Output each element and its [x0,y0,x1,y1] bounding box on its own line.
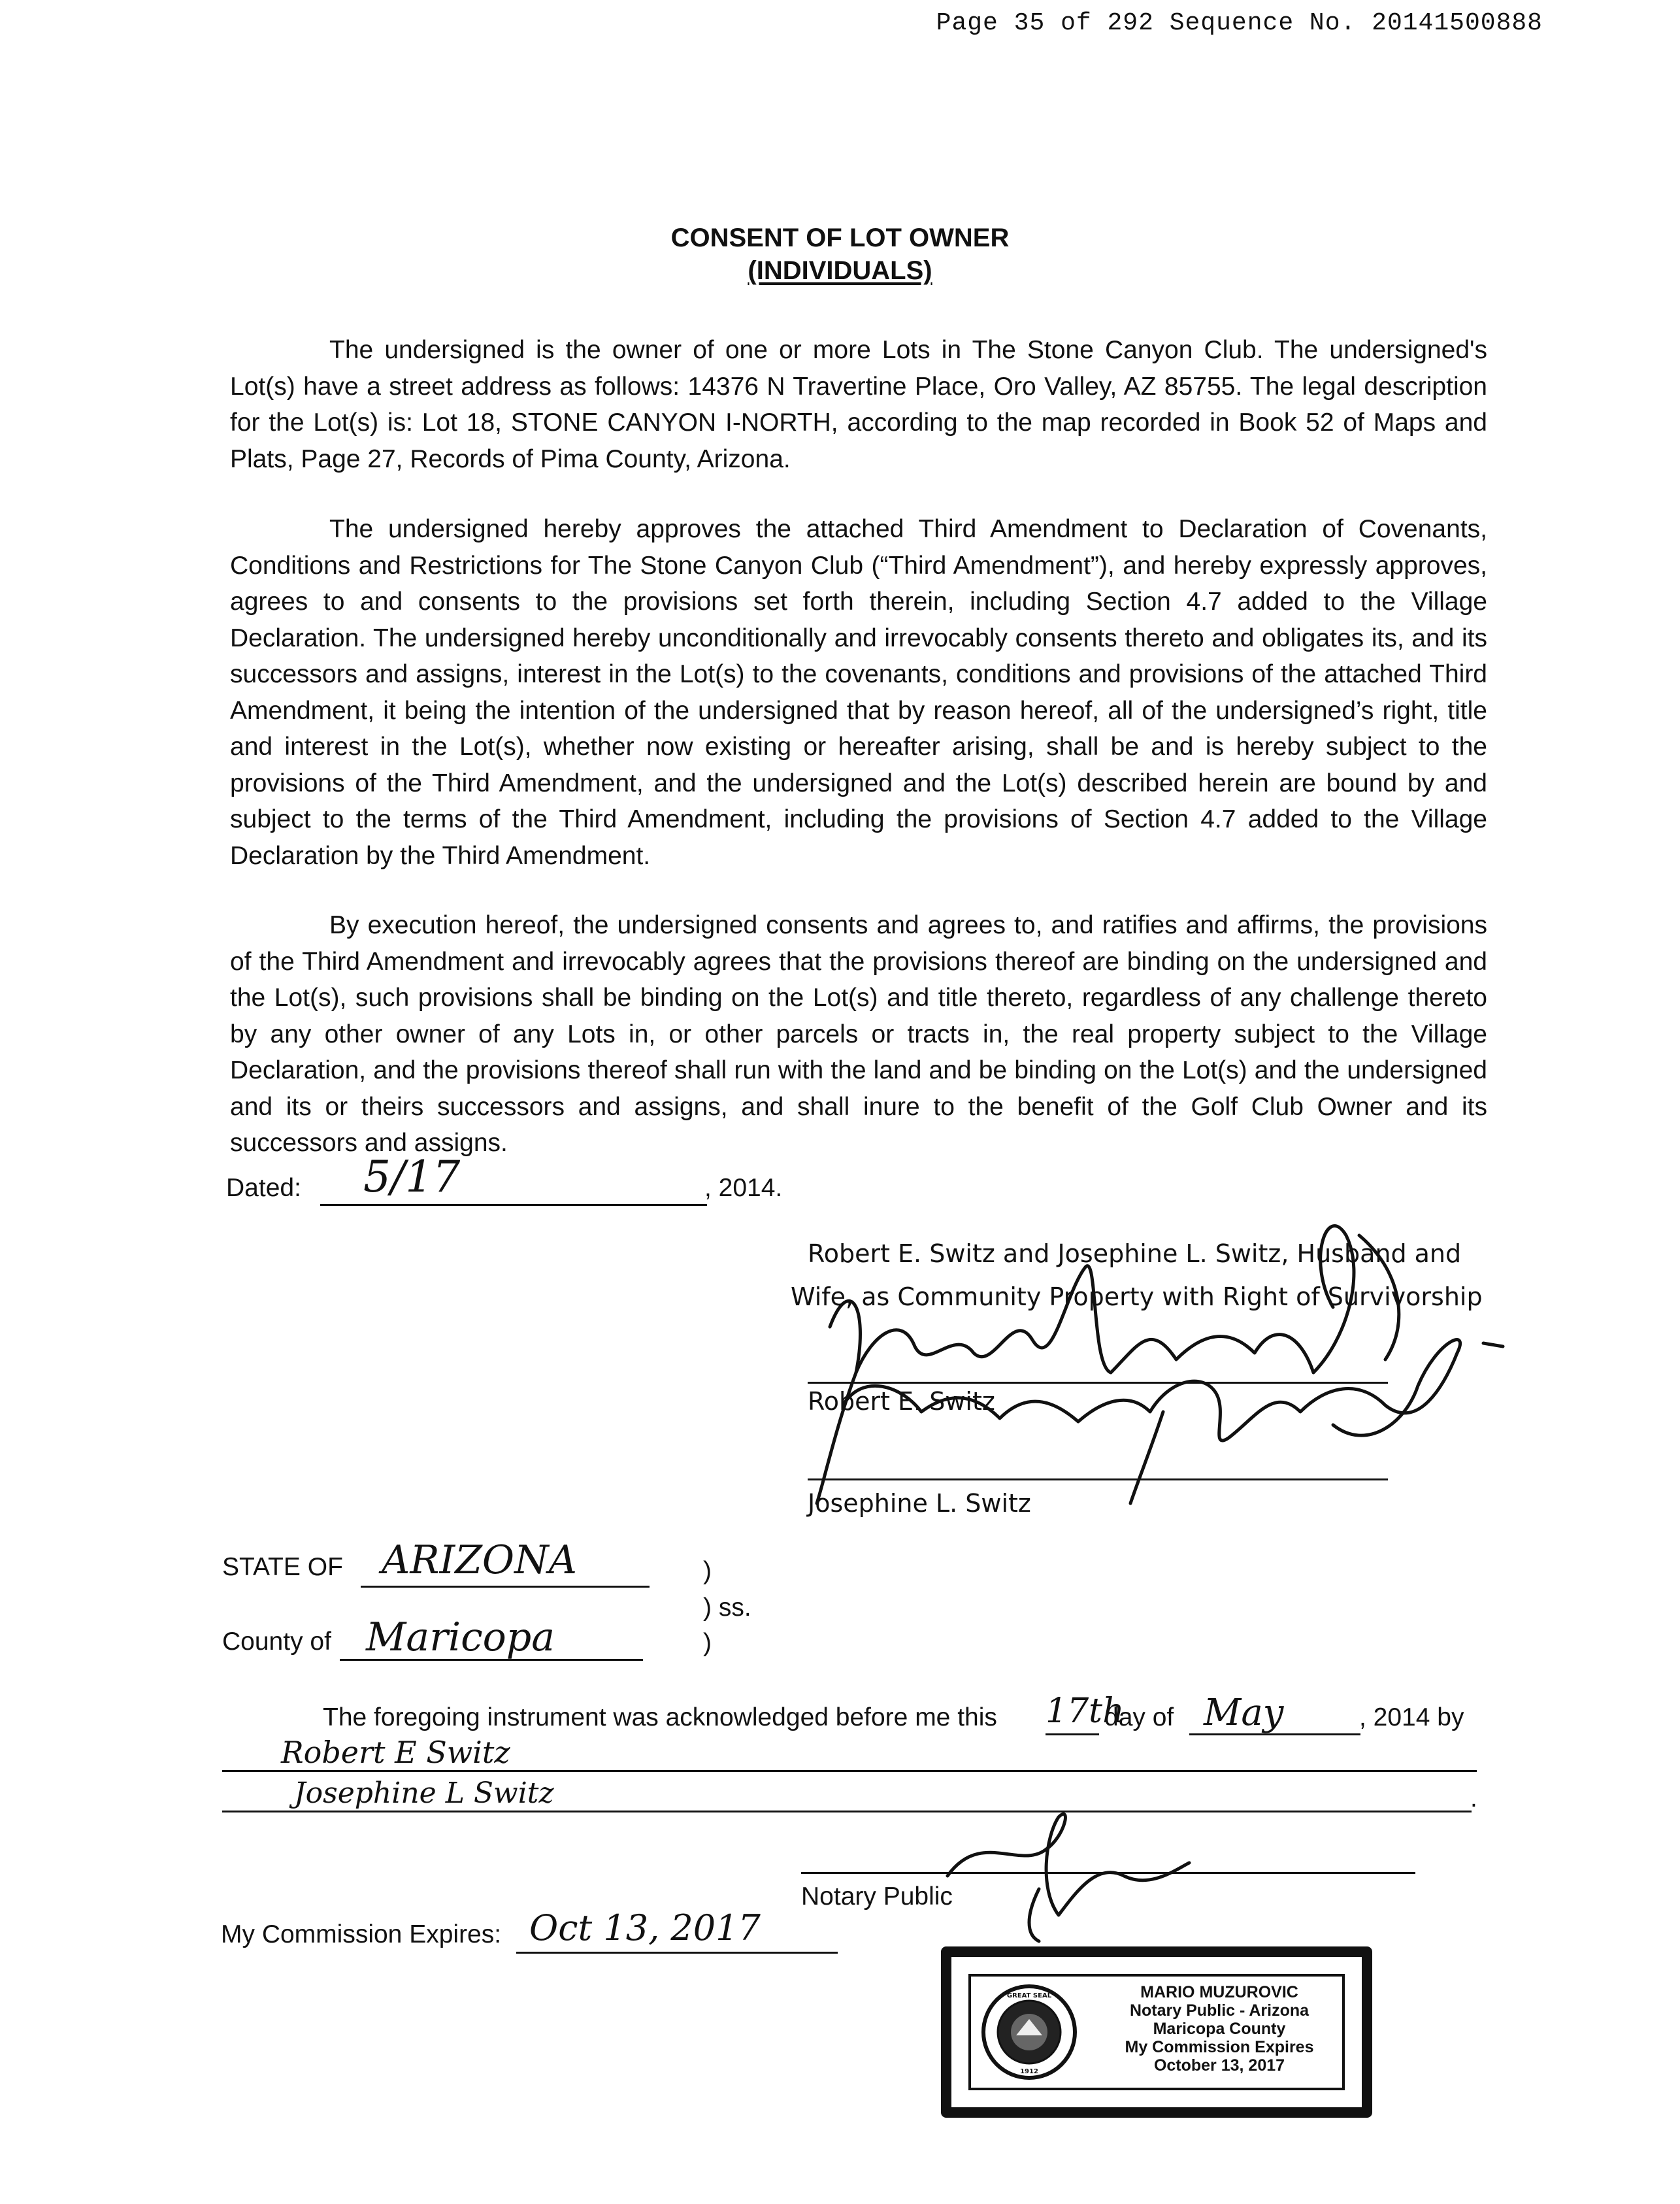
paragraph-ownership: The undersigned is the owner of one or more Lots in The Stone Canyon Club. The undersigned's Lot(s) have a street address as follows: 14376 N Travertine Place, Oro Valley, AZ 85755. The legal description for the Lot(s) is: Lot 18, STONE CANYON I-NORTH, according to the map recorded in Book 52 of Maps and Plats, Page 27, Records of Pima County, Arizona. [230,336,1487,473]
owner-signatures [758,1177,1529,1516]
commission-line [516,1952,838,1954]
ack-month-value: May [1204,1692,1284,1734]
signature-flourish [817,1235,1503,1503]
ack-trailing: . [1470,1784,1477,1812]
seal-expires-label: My Commission Expires [1125,2038,1314,2056]
seal-county: Maricopa County [1153,2020,1286,2038]
paragraph-approval: The undersigned hereby approves the attached Third Amendment to Declaration of Covenants, Conditions and Restrictions for The Stone Canyon Club (“Third Amendment”), and hereby expressly approves, agrees to and consents to the provisions set forth therein, including Section 4.7 added to the Village Declaration. The undersigned hereby unconditionally and irrevocably consents thereto and obligates its, and its successors and assigns, interest in the Lot(s) to the covenants, conditions and provisions of the attached Third Amendment, it being the intention of the undersigned that by reason hereof, all of the undersigned’s right, title and interest in the Lot(s), whether now existing or hereafter arising, shall be and is hereby subject to the provisions of the Third Amendment, and the undersigned and the Lot(s) described herein are bound by and subject to the terms of the Third Amendment, including the provisions of Section 4.7 added to the Village Declaration by the Third Amendment. [230,515,1487,870]
ack-name-2: Josephine L Switz [294,1777,554,1810]
ack-name-line-1 [222,1770,1477,1772]
seal-expires-date: October 13, 2017 [1153,2056,1285,2075]
ack-day-line [1046,1733,1099,1735]
signer-robert-name: Robert E. Switz [808,1387,995,1416]
dated-label: Dated: [226,1174,301,1202]
svg-text:GREAT SEAL: GREAT SEAL [1006,1992,1052,1999]
ack-day-value: 17th [1046,1692,1125,1731]
notary-signature [928,1791,1202,1948]
owners-line-1: Robert E. Switz and Josephine L. Switz, Husband and [808,1239,1462,1268]
seal-notary-name: MARIO MUZUROVIC [1140,1983,1298,2001]
signer-josephine-name: Josephine L. Switz [808,1489,1031,1518]
commission-label: My Commission Expires: [221,1920,502,1948]
county-label: County of [222,1628,331,1656]
commission-value: Oct 13, 2017 [529,1907,761,1948]
state-value: ARIZONA [382,1537,577,1583]
document-subtitle: (INDIVIDUALS) [748,256,932,285]
owners-line-2: Wife, as Community Property with Right of Survivorship [791,1282,1483,1311]
seal-text [1095,1983,1343,2075]
ack-text-after: , 2014 by [1359,1703,1464,1731]
dated-year: , 2014. [704,1174,783,1202]
ack-name-1: Robert E Switz [281,1735,510,1770]
state-label: STATE OF [222,1553,343,1581]
ack-day-of: day of [1104,1703,1174,1731]
state-line [361,1586,650,1588]
venue-paren-3: ) [703,1629,712,1657]
signature-robert [830,1226,1354,1373]
county-value: Maricopa [366,1614,555,1660]
signature-josephine [843,1340,1460,1441]
notary-public-label: Notary Public [801,1882,953,1911]
svg-text:1912: 1912 [1020,2068,1038,2075]
paragraph-ratification: By execution hereof, the undersigned consents and agrees to, and ratifies and affirms, the provisions of the Third Amendment and irrevocably agrees that the provisions thereof are binding on the undersigned and the Lot(s), such provisions shall be binding on the Lot(s) and title thereto, regardless of any challenge thereto by any other owner of any Lots in, or other parcels or tracts in, the real property subject to the Village Declaration, and the provisions thereof shall run with the land and be binding on the Lot(s) and the undersigned and its or theirs successors and assigns, and shall inure to the benefit of the Golf Club Owner and its successors and assigns. [230,911,1487,1157]
dated-value: 5/17 [363,1152,461,1202]
page-header: Page 35 of 292 Sequence No. 20141500888 [936,9,1543,37]
ack-text-before: The foregoing instrument was acknowledged before me this [323,1703,997,1731]
notary-seal-stamp [941,1946,1372,2118]
venue-ss: ) ss. [703,1594,751,1622]
dated-line [320,1204,707,1206]
seal-notary-title: Notary Public - Arizona [1129,2001,1309,2020]
document-title: CONSENT OF LOT OWNER [670,224,1010,252]
ack-name-line-2 [222,1811,1472,1812]
venue-paren-1: ) [703,1557,712,1585]
arizona-seal-emblem-icon [980,1983,1078,2081]
